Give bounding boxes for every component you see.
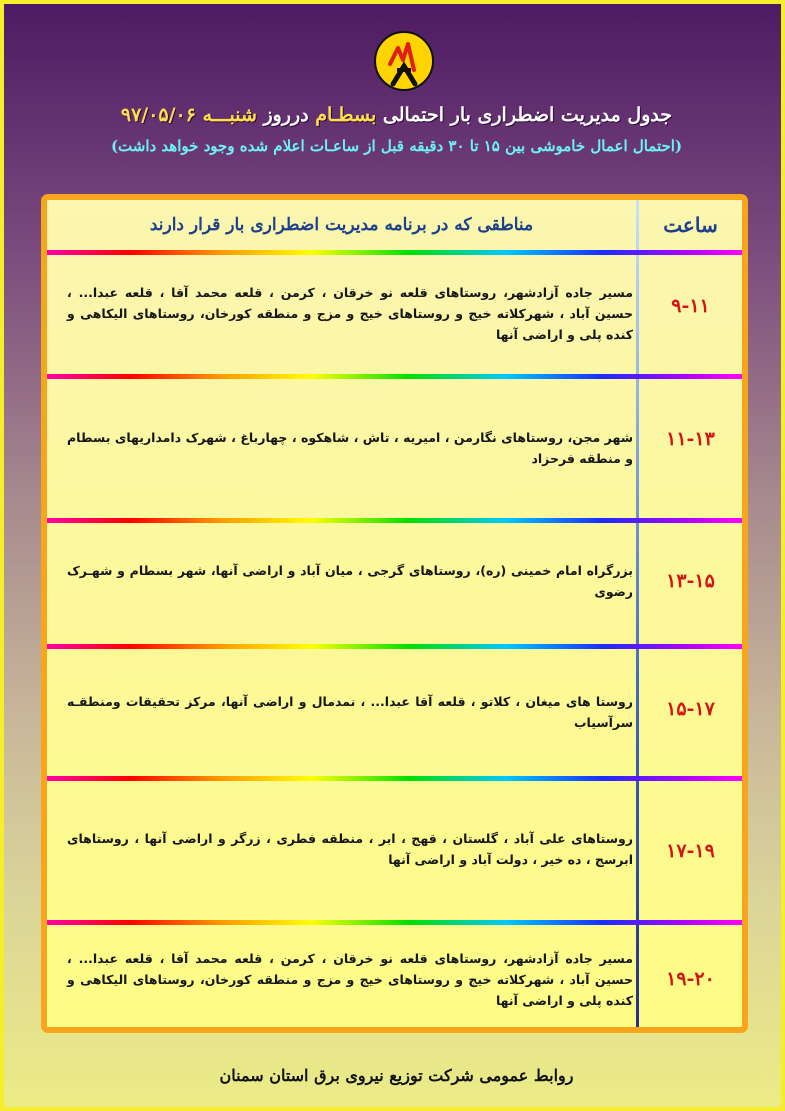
electricity-company-logo-icon — [373, 30, 435, 92]
row-divider — [47, 644, 742, 649]
row-areas: بزرگراه امام خمینی (ره)، روستاهای گرجی ، میان آباد و اراضی آنها، شهر بسطام و شهـرک رضوی — [67, 563, 633, 599]
row-hour: ۱۱-۱۳ — [666, 428, 715, 450]
row-divider — [47, 374, 742, 379]
row-divider — [47, 518, 742, 523]
row-divider — [47, 776, 742, 781]
page-title — [34, 104, 759, 126]
row-hour: ۱۹-۲۰ — [666, 968, 715, 990]
subtitle: (احتمال اعمال خاموشی بین ۱۵ تا ۳۰ دقیقه قبل از ساعـات اعلام شده وجود خواهد داشت) — [110, 137, 683, 155]
city-name: بسطـام — [315, 104, 377, 126]
row-areas: شهر مجن، روستاهای نگارمن ، امیریه ، تاش ، شاهکوه ، چهارباغ ، شهرک دامداریهای بسطام و منطقه فرحزاد — [67, 430, 633, 466]
row-divider — [47, 250, 742, 255]
day-name: شنبـــه — [202, 104, 257, 126]
schedule-date: ۹۷/۰۵/۰۶ — [120, 104, 196, 126]
row-areas: مسیر جاده آزادشهر، روستاهای قلعه نو خرقان ، کرمن ، قلعه محمد آقا ، قلعه عبدا... ، حسین آباد ، شهرکلاته خیج و روستاهای خیج و مزج و منطقه کورخان، روستاهای الیکاهی و کنده پلی و اراضی آنها — [67, 285, 633, 342]
title-text: جدول مدیریت اضطراری بار احتمالی — [382, 104, 673, 126]
row-hour: ۱۳-۱۵ — [666, 570, 715, 592]
title-day-prefix: درروز — [263, 104, 309, 126]
row-divider — [47, 920, 742, 925]
column-header-areas: مناطقی که در برنامه مدیریت اضطراری بار قرار دارند — [149, 215, 534, 235]
column-divider — [636, 200, 639, 1027]
row-areas: روستا های میغان ، کلاتو ، قلعه آقا عبدا... ، نمدمال و اراضی آنها، مرکز تحقیقات ومنطقـه سرآسیاب — [67, 694, 633, 730]
schedule-table — [41, 194, 748, 1033]
column-header-hour: ساعت — [663, 213, 718, 237]
row-areas: مسیر جاده آزادشهر، روستاهای قلعه نو خرقان ، کرمن ، قلعه محمد آقا ، قلعه عبدا... ، حسین آباد ، شهرکلاته خیج و روستاهای خیج و مزج و منطقه کورخان، روستاهای الیکاهی و کنده پلی و اراضی آنها — [67, 951, 633, 1008]
row-hour: ۱۵-۱۷ — [666, 698, 715, 720]
row-hour: ۹-۱۱ — [671, 295, 710, 317]
row-areas: روستاهای علی آباد ، گلستان ، قهج ، ابر ، منطقه فطری ، زرگر و اراضی آنها ، روستاهای ابرسج ، ده خیر ، دولت آباد و اراضی آنها — [67, 831, 633, 867]
row-hour: ۱۷-۱۹ — [666, 840, 715, 862]
footer-credit: روابط عمومی شرکت توزیع نیروی برق استان سمنان — [219, 1066, 574, 1085]
